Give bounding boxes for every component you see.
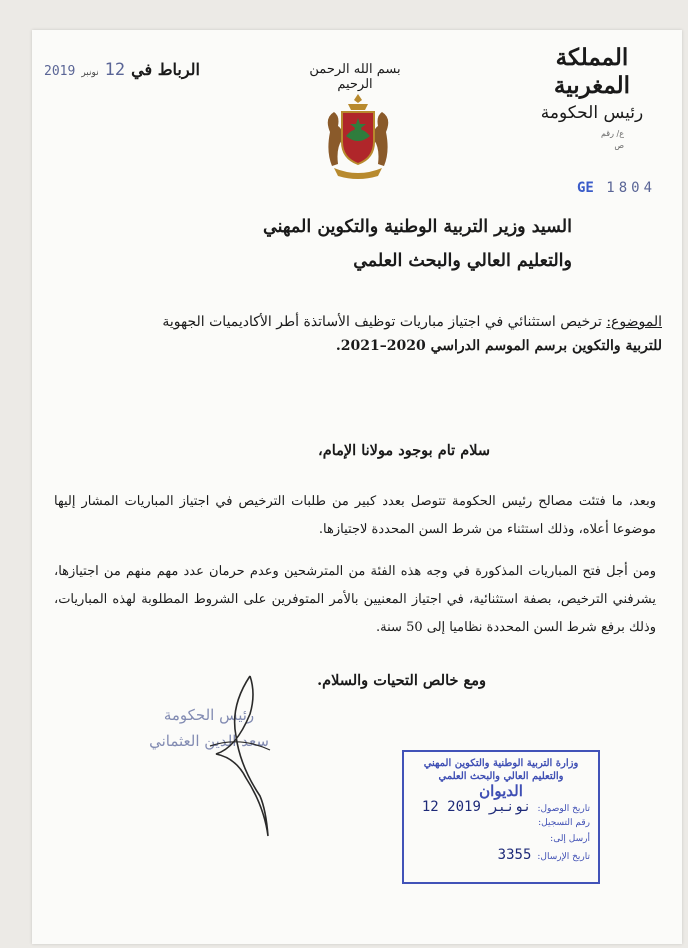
date-year: 2019 — [44, 64, 76, 79]
stamp-line: وزارة التربية الوطنية والتكوين المهني — [423, 758, 579, 769]
signature-title: رئيس الحكومة — [163, 706, 255, 724]
body-paragraph: ومن أجل فتح المباريات المذكورة في وجه هذه الفئة من المترشحين وعدم حرمان عدد مهم منهم من اجتيازها، يشرفني الترخيص، بصفة استثنائية، في اجتياز المعنيين بالأمر المتوفرين على الشروط المطلوبة لهذه المباريات، وذلك برفع شرط السن المحددة نظاميا إلى 50 سنة. — [54, 564, 656, 635]
stamp-row — [404, 849, 598, 865]
subject — [52, 310, 662, 358]
subject-line: للتربية والتكوين برسم الموسم الدراسي 2020–2021. — [335, 338, 662, 354]
stamp-diwan: الديوان — [479, 782, 523, 800]
letterhead — [522, 44, 662, 124]
basmala: بسم الله الرحمن الرحيم — [309, 62, 401, 92]
date-day: 12 — [104, 60, 126, 80]
registration-value: 1804 — [606, 180, 656, 196]
registration-prefix: GE — [576, 180, 594, 196]
letter-page — [32, 30, 682, 944]
stamp-value: 12 نونبر 2019 — [421, 799, 532, 815]
subject-line — [52, 310, 662, 334]
body-paragraph: وبعد، ما فتئت مصالح رئيس الحكومة تتوصل بعدد كبير من طلبات الترخيص في اجتياز المباريات المشار إليها موضوعا أعلاه، وذلك استثناء من شرط السن المحددة لاجتيازها. — [54, 494, 656, 537]
addressee — [263, 210, 572, 278]
closing: ومع خالص التحيات والسلام. — [317, 672, 486, 689]
reference-line: ع/ رقم — [600, 129, 624, 138]
addressee-line: السيد وزير التربية الوطنية والتكوين المهني — [262, 217, 572, 237]
stamp-line: والتعليم العالي والبحث العلمي — [438, 771, 564, 782]
reference-lines — [601, 128, 624, 152]
royal-emblem-icon — [320, 92, 396, 182]
handwritten-signature-icon — [150, 666, 300, 846]
kingdom-title: المملكة المغربية — [553, 44, 631, 99]
registration-number — [577, 180, 656, 196]
subject-label: الموضوع: — [606, 314, 662, 330]
reference-line: ص — [614, 141, 624, 150]
office-title: رئيس الحكومة — [540, 103, 644, 123]
signature-name: سعد الدين العثماني — [149, 732, 269, 750]
date-line — [44, 60, 200, 80]
stamp-label: تاريخ الإرسال: — [537, 852, 590, 862]
greeting: سلام تام بوجود مولانا الإمام، — [318, 442, 490, 459]
date-place: الرباط في — [131, 60, 200, 79]
stamp-row — [404, 817, 598, 833]
stamp-row — [404, 801, 598, 817]
stamp-label: أرسل إلى: — [550, 834, 590, 844]
stamp-value: 3355 — [497, 847, 532, 863]
stamp-label: رقم التسجيل: — [538, 818, 590, 828]
stamp-label: تاريخ الوصول: — [537, 804, 590, 814]
date-month: نونبر — [81, 68, 99, 78]
addressee-line: والتعليم العالي والبحث العلمي — [353, 251, 572, 271]
subject-text: ترخيص استثنائي في اجتياز مباريات توظيف الأساتذة أطر الأكاديميات الجهوية — [162, 314, 602, 330]
ministry-stamp — [402, 750, 600, 884]
